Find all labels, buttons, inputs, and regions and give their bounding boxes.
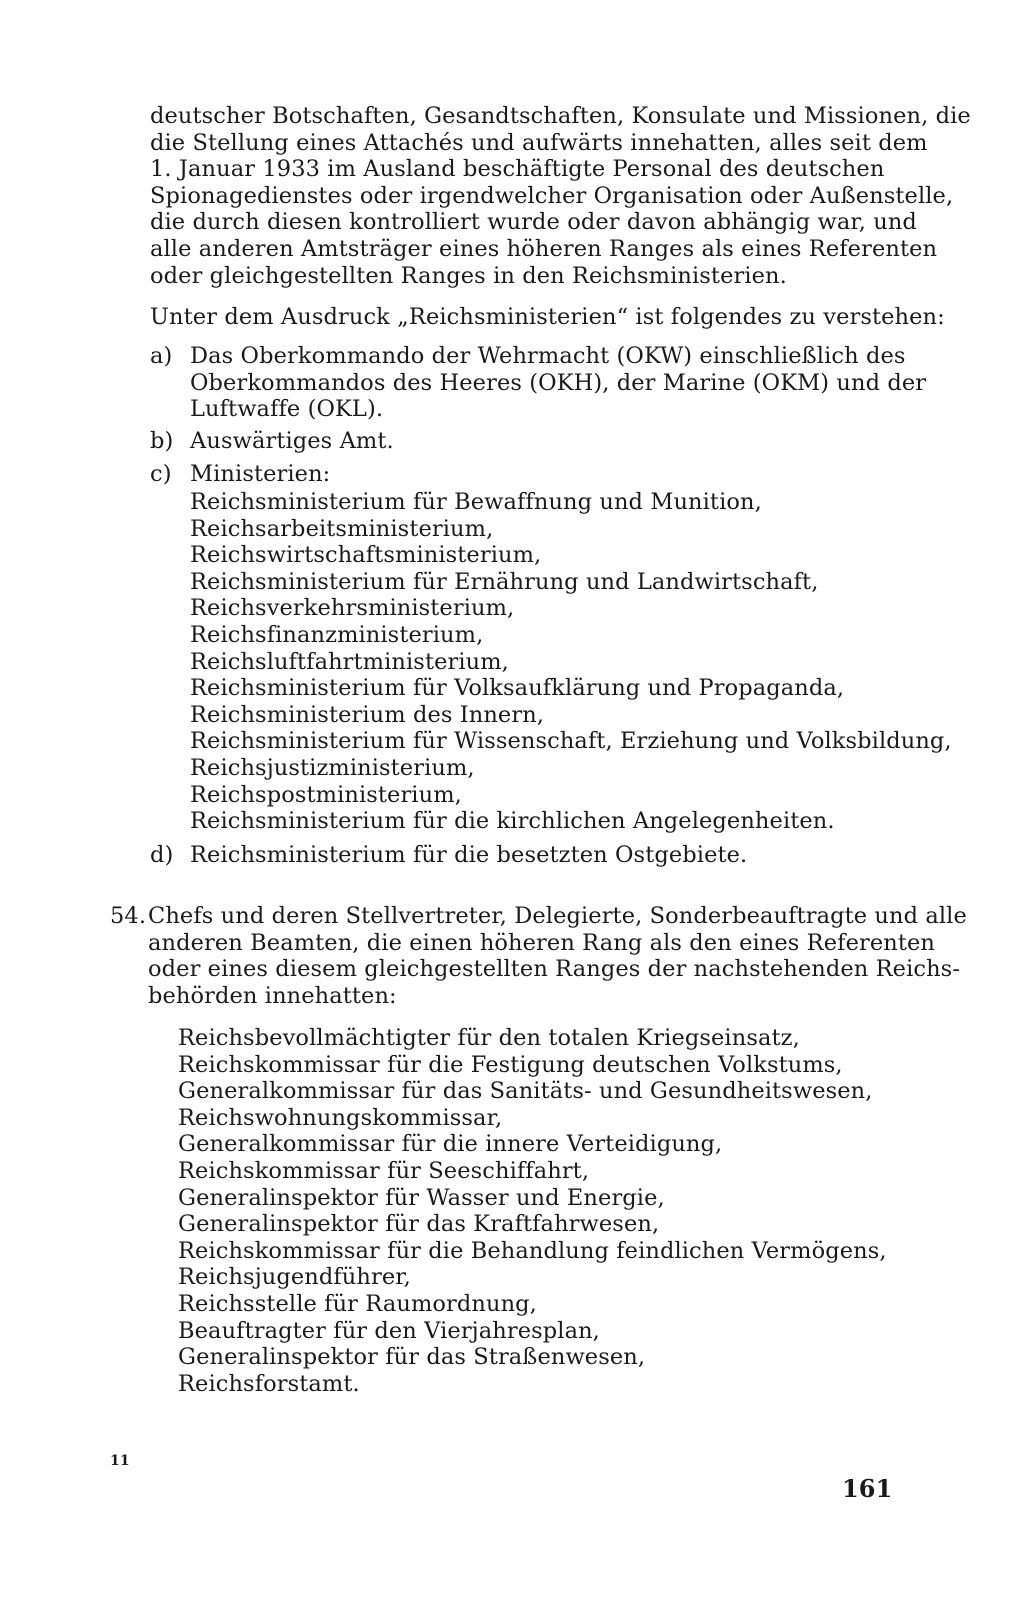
list-item: Reichswohnungskommissar, (178, 1104, 503, 1131)
list-item: Reichsstelle für Raumordnung, (178, 1290, 537, 1317)
item-d-text: Reichsministerium für die besetzten Ostgebiete. (190, 842, 748, 868)
list-item: Reichsministerium für Volksaufklärung und Propaganda, (190, 675, 845, 702)
list-item: Reichsverkehrsministerium, (190, 595, 515, 622)
list-item: Reichskommissar für Seeschiffahrt, (178, 1157, 590, 1184)
definition-line (150, 304, 945, 331)
intro-line: 1. Januar 1933 im Ausland beschäftigte Personal des deutschen (150, 156, 885, 183)
intro-line: oder gleichgestellten Ranges in den Reichsministerien. (150, 262, 787, 289)
list-item: Generalkommissar für die innere Verteidigung, (178, 1131, 723, 1158)
intro-line: Spionagedienstes oder irgendwelcher Organisation oder Außenstelle, (150, 182, 954, 209)
list-item: Generalkommissar für das Sanitäts- und Gesundheitswesen, (178, 1078, 873, 1105)
item-b-label: b) (150, 428, 174, 454)
section-54-line: Chefs und deren Stellvertreter, Delegierte, Sonderbeauftragte und alle (148, 903, 967, 929)
section-number: 54. (110, 903, 147, 929)
intro-line: die Stellung eines Attachés und aufwärts innehatten, alles seit dem (150, 129, 928, 156)
signature-mark: 11 (110, 1453, 130, 1469)
authorities-list (178, 1025, 887, 1397)
intro-line: alle anderen Amtsträger eines höheren Ranges als eines Referenten (150, 235, 938, 262)
section-54-paragraph (148, 903, 967, 1009)
section-54-line: anderen Beamten, die einen höheren Rang als den eines Referenten (148, 929, 935, 956)
list-item: Reichsfinanzministerium, (190, 621, 484, 648)
list-item: Reichsministerium des Innern, (190, 701, 545, 728)
list-item: Reichsjustizministerium, (190, 754, 475, 781)
item-a-line: Oberkommandos des Heeres (OKH), der Marine (OKM) und der (190, 369, 927, 396)
item-c-heading: Ministerien: (190, 461, 331, 487)
item-b-text: Auswärtiges Amt. (190, 428, 394, 454)
list-item: Reichsministerium für die kirchlichen Angelegenheiten. (190, 808, 835, 835)
list-item: Reichsluftfahrtministerium, (190, 648, 509, 675)
list-item: Reichsbevollmächtigter für den totalen Kriegseinsatz, (178, 1025, 800, 1051)
item-a-text (190, 343, 927, 423)
list-item: Reichsarbeitsministerium, (190, 515, 494, 542)
section-54-line: behörden innehatten: (148, 982, 397, 1009)
item-a-label: a) (150, 343, 173, 369)
item-a-line: Luftwaffe (OKL). (190, 396, 384, 423)
list-item: Reichsministerium für Bewaffnung und Munition, (190, 489, 762, 515)
list-item: Beauftragter für den Vierjahresplan, (178, 1317, 600, 1344)
list-item: Reichskommissar für die Behandlung feindlichen Vermögens, (178, 1237, 887, 1264)
list-item: Generalinspektor für das Straßenwesen, (178, 1344, 646, 1371)
item-a-line: Das Oberkommando der Wehrmacht (OKW) einschließlich des (190, 343, 906, 369)
intro-paragraph (150, 103, 971, 289)
section-54-line: oder eines diesem gleichgestellten Ranges der nachstehenden Reichs- (148, 956, 961, 983)
intro-line: die durch diesen kontrolliert wurde oder davon abhängig war, und (150, 209, 917, 236)
item-d-label: d) (150, 842, 174, 868)
definition-text: Unter dem Ausdruck „Reichsministerien“ ist folgendes zu verstehen: (150, 304, 945, 330)
list-item: Generalinspektor für Wasser und Energie, (178, 1184, 665, 1211)
ministries-list (190, 489, 952, 835)
intro-line: deutscher Botschaften, Gesandtschaften, Konsulate und Missionen, die (150, 103, 971, 129)
list-item: Generalinspektor für das Kraftfahrwesen, (178, 1211, 660, 1238)
list-item: Reichsministerium für Ernährung und Landwirtschaft, (190, 568, 819, 595)
list-item: Reichsjugendführer, (178, 1264, 411, 1291)
list-item: Reichswirtschaftsministerium, (190, 542, 542, 569)
page-number: 161 (842, 1474, 893, 1503)
list-item: Reichskommissar für die Festigung deutschen Volkstums, (178, 1051, 843, 1078)
item-c-label: c) (150, 461, 172, 487)
list-item: Reichspostministerium, (190, 781, 462, 808)
list-item: Reichsforstamt. (178, 1370, 360, 1397)
list-item: Reichsministerium für Wissenschaft, Erziehung und Volksbildung, (190, 728, 952, 755)
